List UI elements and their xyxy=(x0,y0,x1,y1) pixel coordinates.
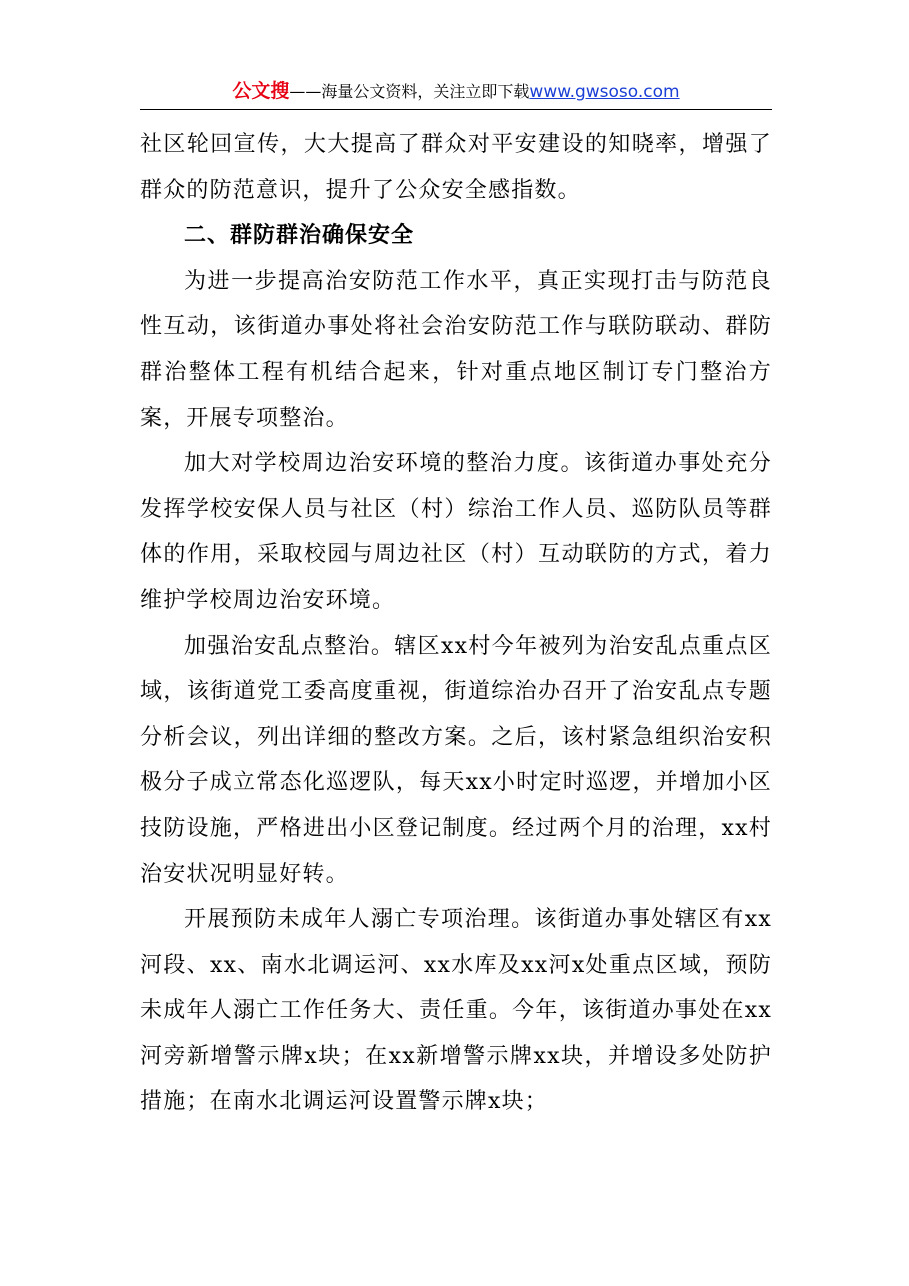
section-heading: 二、群防群治确保安全 xyxy=(184,223,415,249)
header-divider xyxy=(140,109,772,110)
header-url-link[interactable]: www.gwsoso.com xyxy=(529,82,680,102)
continued-paragraph: 社区轮回宣传，大大提高了群众对平安建设的知晓率，增强了群众的防范意识，提升了公众安全感指数。 xyxy=(140,132,772,203)
body-paragraph: 加大对学校周边治安环境的整治力度。该街道办事处充分发挥学校安保人员与社区（村）综治工作人员、巡防队员等群体的作用，采取校园与周边社区（村）互动联防的方式，着力维护学校周边治安环境。 xyxy=(140,451,772,613)
header-brand: 公文搜 xyxy=(232,80,290,102)
page-header xyxy=(140,76,772,110)
body-paragraph: 加强治安乱点整治。辖区xx村今年被列为治安乱点重点区域，该街道党工委高度重视，街道综治办召开了治安乱点专题分析会议，列出详细的整改方案。之后，该村紧急组织治安积极分子成立常态化巡逻队，每天xx小时定时巡逻，并增加小区技防设施，严格进出小区登记制度。经过两个月的治理，xx村治安状况明显好转。 xyxy=(140,633,772,887)
header-tagline: ——海量公文资料，关注立即下载 xyxy=(289,82,530,101)
body-paragraph: 为进一步提高治安防范工作水平，真正实现打击与防范良性互动，该街道办事处将社会治安防范工作与联防联动、群防群治整体工程有机结合起来，针对重点地区制订专门整治方案，开展专项整治。 xyxy=(140,268,772,431)
body-paragraph: 开展预防未成年人溺亡专项治理。该街道办事处辖区有xx河段、xx、南水北调运河、xx水库及xx河x处重点区域，预防未成年人溺亡工作任务大、责任重。今年，该街道办事处在xx河旁新增警示牌x块；在xx新增警示牌xx块，并增设多处防护措施；在南水北调运河设置警示牌x块； xyxy=(140,907,772,1115)
document-body xyxy=(140,122,772,1125)
